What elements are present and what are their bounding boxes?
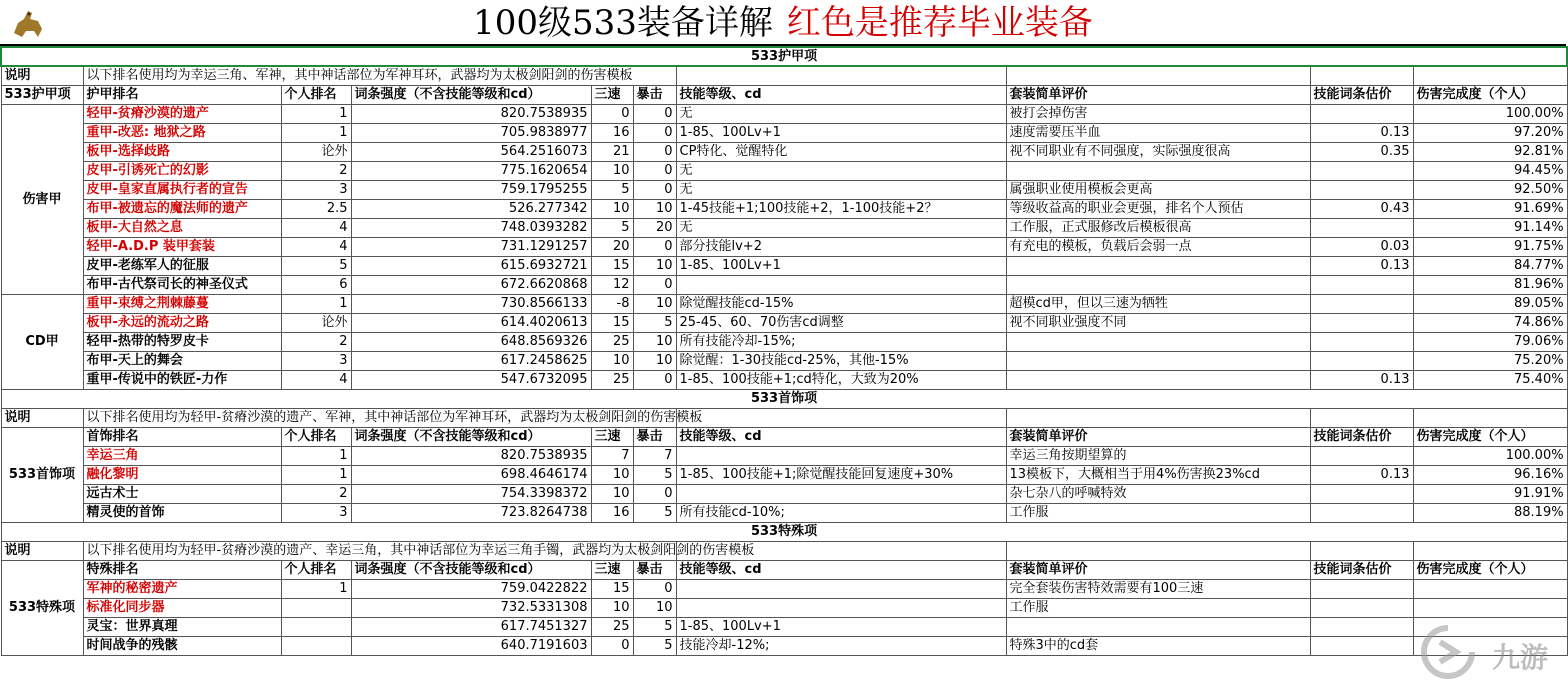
item-crit: 10 [633, 332, 676, 351]
table-row [1, 199, 1567, 218]
item-name: 标准化同步器 [83, 598, 281, 617]
item-eval [1006, 351, 1310, 370]
name-header: 护甲排名 [83, 85, 281, 104]
dmg-header: 伤害完成度（个人） [1413, 560, 1567, 579]
item-eval [1006, 256, 1310, 275]
item-speed: 15 [591, 579, 633, 598]
item-speed: 16 [591, 123, 633, 142]
item-strength: 614.4020613 [351, 313, 591, 332]
item-speed: 20 [591, 237, 633, 256]
item-rank: 2 [281, 161, 351, 180]
item-est: 0.13 [1310, 370, 1413, 389]
table-row [1, 465, 1567, 484]
item-strength: 820.7538935 [351, 104, 591, 123]
item-est [1310, 617, 1413, 636]
header-row [1, 427, 1567, 446]
item-name: 板甲-大自然之息 [83, 218, 281, 237]
item-strength: 723.8264738 [351, 503, 591, 522]
item-speed: 10 [591, 351, 633, 370]
item-dmg: 81.96% [1413, 275, 1567, 294]
item-name: 板甲-选择歧路 [83, 142, 281, 161]
item-strength: 759.0422822 [351, 579, 591, 598]
item-dmg: 91.14% [1413, 218, 1567, 237]
item-strength: 698.4646174 [351, 465, 591, 484]
table-row [1, 123, 1567, 142]
item-crit: 7 [633, 446, 676, 465]
item-rank: 3 [281, 503, 351, 522]
rank-header: 个人排名 [281, 560, 351, 579]
item-crit: 0 [633, 123, 676, 142]
crit-header: 暴击 [633, 427, 676, 446]
item-rank [281, 617, 351, 636]
item-skill: 无 [676, 104, 1006, 123]
item-name: 皮甲-老练军人的征服 [83, 256, 281, 275]
group-header: 533护甲项 [1, 85, 83, 104]
table-row [1, 351, 1567, 370]
item-eval: 被打会掉伤害 [1006, 104, 1310, 123]
item-eval [1006, 370, 1310, 389]
skill-header: 技能等级、cd [676, 85, 1006, 104]
item-dmg: 100.00% [1413, 104, 1567, 123]
item-rank: 2 [281, 332, 351, 351]
item-strength: 648.8569326 [351, 332, 591, 351]
note-label: 说明 [1, 541, 83, 560]
table-row [1, 617, 1567, 636]
header-row [1, 85, 1567, 104]
item-strength: 615.6932721 [351, 256, 591, 275]
item-name: 布甲-古代祭司长的神圣仪式 [83, 275, 281, 294]
speed-header: 三速 [591, 85, 633, 104]
item-name: 轻甲-A.D.P 装甲套装 [83, 237, 281, 256]
item-name: 皮甲-皇家直属执行者的宣告 [83, 180, 281, 199]
skill-header: 技能等级、cd [676, 427, 1006, 446]
item-speed: 10 [591, 161, 633, 180]
item-speed: 21 [591, 142, 633, 161]
item-strength: 640.7191603 [351, 636, 591, 655]
item-est: 0.13 [1310, 123, 1413, 142]
item-speed: -8 [591, 294, 633, 313]
item-crit: 0 [633, 161, 676, 180]
item-rank: 1 [281, 465, 351, 484]
item-speed: 15 [591, 313, 633, 332]
item-est [1310, 598, 1413, 617]
item-name: 远古术士 [83, 484, 281, 503]
item-strength: 731.1291257 [351, 237, 591, 256]
empty-cell [1413, 541, 1567, 560]
item-skill: 除觉醒技能cd-15% [676, 294, 1006, 313]
item-skill: 1-85、100Lv+1 [676, 123, 1006, 142]
table-row [1, 275, 1567, 294]
empty-cell [676, 66, 1006, 85]
item-strength: 526.277342 [351, 199, 591, 218]
item-skill [676, 446, 1006, 465]
item-skill: 无 [676, 218, 1006, 237]
note-text: 以下排名使用均为幸运三角、军神，其中神话部位为军神耳环，武器均为太极剑阳剑的伤害模板 [83, 66, 676, 85]
watermark [1408, 614, 1558, 684]
table-body [1, 47, 1567, 655]
item-est [1310, 351, 1413, 370]
item-dmg: 92.81% [1413, 142, 1567, 161]
item-rank: 2.5 [281, 199, 351, 218]
item-dmg: 75.20% [1413, 351, 1567, 370]
item-eval [1006, 275, 1310, 294]
item-crit: 5 [633, 465, 676, 484]
item-dmg: 74.86% [1413, 313, 1567, 332]
note-text: 以下排名使用均为轻甲-贫瘠沙漠的遗产、幸运三角，其中神话部位为幸运三角手镯，武器均为太极剑阳剑的伤害模板 [83, 541, 676, 560]
item-skill: 1-85、100Lv+1 [676, 256, 1006, 275]
item-est [1310, 332, 1413, 351]
item-dmg [1413, 579, 1567, 598]
item-crit: 5 [633, 313, 676, 332]
item-rank: 1 [281, 294, 351, 313]
item-crit: 0 [633, 104, 676, 123]
item-crit: 0 [633, 579, 676, 598]
item-est [1310, 218, 1413, 237]
item-speed: 12 [591, 275, 633, 294]
item-skill: 无 [676, 161, 1006, 180]
item-rank: 3 [281, 180, 351, 199]
est-header: 技能词条估价 [1310, 85, 1413, 104]
note-text: 以下排名使用均为轻甲-贫瘠沙漠的遗产、军神，其中神话部位为军神耳环，武器均为太极剑阳剑的伤害模板 [83, 408, 676, 427]
note-label: 说明 [1, 66, 83, 85]
item-est: 0.43 [1310, 199, 1413, 218]
item-speed: 10 [591, 465, 633, 484]
table-row [1, 332, 1567, 351]
section-title-row [1, 522, 1567, 541]
table-row [1, 142, 1567, 161]
item-speed: 0 [591, 636, 633, 655]
empty-cell [1006, 408, 1310, 427]
item-name: 融化黎明 [83, 465, 281, 484]
note-row [1, 66, 1567, 85]
item-rank: 4 [281, 218, 351, 237]
item-eval: 特殊3中的cd套 [1006, 636, 1310, 655]
est-header: 技能词条估价 [1310, 427, 1413, 446]
crit-header: 暴击 [633, 85, 676, 104]
item-dmg: 79.06% [1413, 332, 1567, 351]
name-header: 首饰排名 [83, 427, 281, 446]
item-crit: 10 [633, 351, 676, 370]
eval-header: 套装简单评价 [1006, 427, 1310, 446]
item-rank [281, 636, 351, 655]
item-name: 皮甲-引诱死亡的幻影 [83, 161, 281, 180]
item-speed: 25 [591, 617, 633, 636]
item-skill: 所有技能冷却-15%; [676, 332, 1006, 351]
title-bar [0, 0, 1566, 46]
item-eval: 杂七杂八的呼喊特效 [1006, 484, 1310, 503]
item-eval: 工作服 [1006, 503, 1310, 522]
table-row [1, 484, 1567, 503]
item-dmg: 75.40% [1413, 370, 1567, 389]
item-eval: 属强职业使用模板会更高 [1006, 180, 1310, 199]
title-highlight: 红色是推荐毕业装备 [786, 3, 1093, 43]
rank-header: 个人排名 [281, 85, 351, 104]
item-est [1310, 579, 1413, 598]
empty-cell [1310, 408, 1413, 427]
item-rank: 1 [281, 104, 351, 123]
table-row [1, 503, 1567, 522]
item-name: 军神的秘密遗产 [83, 579, 281, 598]
item-rank: 3 [281, 351, 351, 370]
rank-header: 个人排名 [281, 427, 351, 446]
strength-header: 词条强度（不含技能等级和cd） [351, 560, 591, 579]
item-crit: 10 [633, 294, 676, 313]
item-strength: 820.7538935 [351, 446, 591, 465]
item-eval: 13模板下，大概相当于用4%伤害换23%cd [1006, 465, 1310, 484]
table-row [1, 256, 1567, 275]
item-rank: 论外 [281, 142, 351, 161]
section-title-row [1, 389, 1567, 408]
item-est [1310, 161, 1413, 180]
item-skill [676, 484, 1006, 503]
item-rank: 2 [281, 484, 351, 503]
item-rank: 5 [281, 256, 351, 275]
item-speed: 25 [591, 332, 633, 351]
item-skill: 1-85、100Lv+1 [676, 617, 1006, 636]
item-crit: 0 [633, 180, 676, 199]
section-title-row [1, 47, 1567, 66]
item-strength: 732.5331308 [351, 598, 591, 617]
item-crit: 0 [633, 370, 676, 389]
speed-header: 三速 [591, 560, 633, 579]
item-eval: 超模cd甲，但以三速为牺牲 [1006, 294, 1310, 313]
section-title: 533首饰项 [1, 389, 1567, 408]
item-skill: 部分技能lv+2 [676, 237, 1006, 256]
item-crit: 10 [633, 256, 676, 275]
table-row [1, 161, 1567, 180]
item-dmg: 92.50% [1413, 180, 1567, 199]
item-name: 重甲-传说中的铁匠-力作 [83, 370, 281, 389]
note-label: 说明 [1, 408, 83, 427]
item-est: 0.03 [1310, 237, 1413, 256]
title-main: 100级533装备详解 [473, 3, 773, 43]
item-name: 幸运三角 [83, 446, 281, 465]
watermark-logo-icon [1418, 622, 1478, 682]
dmg-header: 伤害完成度（个人） [1413, 85, 1567, 104]
item-skill: 1-45技能+1;100技能+2，1-100技能+2？ [676, 199, 1006, 218]
item-eval: 工作服 [1006, 598, 1310, 617]
item-strength: 775.1620654 [351, 161, 591, 180]
speed-header: 三速 [591, 427, 633, 446]
item-dmg: 89.05% [1413, 294, 1567, 313]
item-strength: 672.6620868 [351, 275, 591, 294]
item-crit: 0 [633, 237, 676, 256]
item-crit: 0 [633, 275, 676, 294]
item-skill [676, 579, 1006, 598]
item-name: 布甲-天上的舞会 [83, 351, 281, 370]
item-rank: 4 [281, 370, 351, 389]
header-row [1, 560, 1567, 579]
item-dmg: 100.00% [1413, 446, 1567, 465]
item-eval [1006, 332, 1310, 351]
item-skill: 所有技能cd-10%; [676, 503, 1006, 522]
item-speed: 10 [591, 598, 633, 617]
skill-header: 技能等级、cd [676, 560, 1006, 579]
item-name: 重甲-改恶: 地狱之路 [83, 123, 281, 142]
group-damage: 伤害甲 [1, 104, 83, 294]
item-eval: 速度需要压半血 [1006, 123, 1310, 142]
table-row [1, 636, 1567, 655]
item-est [1310, 313, 1413, 332]
item-strength: 748.0393282 [351, 218, 591, 237]
empty-cell [1310, 66, 1413, 85]
item-est [1310, 636, 1413, 655]
item-strength: 730.8566133 [351, 294, 591, 313]
item-dmg: 97.20% [1413, 123, 1567, 142]
item-est: 0.13 [1310, 256, 1413, 275]
item-eval: 视不同职业有不同强度，实际强度很高 [1006, 142, 1310, 161]
item-speed: 5 [591, 218, 633, 237]
table-row [1, 180, 1567, 199]
eval-header: 套装简单评价 [1006, 560, 1310, 579]
table-row [1, 313, 1567, 332]
empty-cell [1310, 541, 1413, 560]
item-strength: 547.6732095 [351, 370, 591, 389]
item-dmg: 84.77% [1413, 256, 1567, 275]
item-eval [1006, 617, 1310, 636]
empty-cell [676, 408, 1006, 427]
item-eval: 视不同职业强度不同 [1006, 313, 1310, 332]
group-special: 533特殊项 [1, 560, 83, 655]
item-crit: 10 [633, 598, 676, 617]
item-speed: 10 [591, 484, 633, 503]
table-row [1, 446, 1567, 465]
table-row [1, 218, 1567, 237]
item-est: 0.35 [1310, 142, 1413, 161]
item-crit: 5 [633, 636, 676, 655]
item-skill [676, 598, 1006, 617]
item-eval: 幸运三角按期望算的 [1006, 446, 1310, 465]
empty-cell [1413, 408, 1567, 427]
item-strength: 564.2516073 [351, 142, 591, 161]
item-speed: 15 [591, 256, 633, 275]
item-strength: 705.9838977 [351, 123, 591, 142]
name-header: 特殊排名 [83, 560, 281, 579]
table-row [1, 579, 1567, 598]
item-est [1310, 446, 1413, 465]
note-row [1, 408, 1567, 427]
item-skill: 1-85、100技能+1;cd特化，大致为20% [676, 370, 1006, 389]
item-skill: CP特化、觉醒特化 [676, 142, 1006, 161]
table-row [1, 370, 1567, 389]
item-rank [281, 598, 351, 617]
empty-cell [1006, 66, 1310, 85]
strength-header: 词条强度（不含技能等级和cd） [351, 85, 591, 104]
table-row [1, 598, 1567, 617]
item-dmg: 96.16% [1413, 465, 1567, 484]
item-crit: 10 [633, 199, 676, 218]
eval-header: 套装简单评价 [1006, 85, 1310, 104]
item-eval: 有充电的模板，负载后会弱一点 [1006, 237, 1310, 256]
page-title [0, 2, 1566, 44]
item-speed: 5 [591, 180, 633, 199]
item-speed: 25 [591, 370, 633, 389]
item-dmg: 94.45% [1413, 161, 1567, 180]
item-dmg: 88.19% [1413, 503, 1567, 522]
item-est [1310, 484, 1413, 503]
item-crit: 0 [633, 484, 676, 503]
item-rank: 1 [281, 446, 351, 465]
item-eval: 完全套装伤害特效需要有100三速 [1006, 579, 1310, 598]
item-eval: 工作服，正式服修改后模板很高 [1006, 218, 1310, 237]
group-cd: CD甲 [1, 294, 83, 389]
item-speed: 7 [591, 446, 633, 465]
item-est [1310, 294, 1413, 313]
item-strength: 759.1795255 [351, 180, 591, 199]
equipment-table [0, 46, 1568, 656]
item-speed: 10 [591, 199, 633, 218]
table-row [1, 104, 1567, 123]
item-speed: 0 [591, 104, 633, 123]
item-strength: 754.3398372 [351, 484, 591, 503]
item-name: 布甲-被遗忘的魔法师的遗产 [83, 199, 281, 218]
item-skill: 技能冷却-12%; [676, 636, 1006, 655]
item-rank: 论外 [281, 313, 351, 332]
crit-header: 暴击 [633, 560, 676, 579]
section-title: 533特殊项 [1, 522, 1567, 541]
item-crit: 5 [633, 503, 676, 522]
item-name: 精灵使的首饰 [83, 503, 281, 522]
watermark-text: 九游 [1491, 641, 1548, 674]
empty-cell [1006, 541, 1310, 560]
item-skill: 无 [676, 180, 1006, 199]
item-rank: 6 [281, 275, 351, 294]
item-rank: 4 [281, 237, 351, 256]
item-name: 灵宝：世界真理 [83, 617, 281, 636]
dmg-header: 伤害完成度（个人） [1413, 427, 1567, 446]
section-title: 533护甲项 [1, 47, 1567, 66]
item-est [1310, 180, 1413, 199]
table-row [1, 294, 1567, 313]
item-dmg: 91.69% [1413, 199, 1567, 218]
item-dmg: 91.75% [1413, 237, 1567, 256]
est-header: 技能词条估价 [1310, 560, 1413, 579]
item-skill: 1-85、100技能+1;除觉醒技能回复速度+30% [676, 465, 1006, 484]
item-est [1310, 503, 1413, 522]
item-skill [676, 275, 1006, 294]
item-name: 轻甲-贫瘠沙漠的遗产 [83, 104, 281, 123]
item-strength: 617.2458625 [351, 351, 591, 370]
item-crit: 5 [633, 617, 676, 636]
item-eval: 等级收益高的职业会更强，排名个人预估 [1006, 199, 1310, 218]
item-est [1310, 104, 1413, 123]
item-speed: 16 [591, 503, 633, 522]
empty-cell [1413, 66, 1567, 85]
item-skill: 除觉醒：1-30技能cd-25%，其他-15% [676, 351, 1006, 370]
item-skill: 25-45、60、70伤害cd调整 [676, 313, 1006, 332]
group-accessory: 533首饰项 [1, 427, 83, 522]
item-name: 轻甲-热带的特罗皮卡 [83, 332, 281, 351]
item-rank: 1 [281, 123, 351, 142]
item-rank: 1 [281, 579, 351, 598]
item-dmg: 91.91% [1413, 484, 1567, 503]
item-name: 重甲-束缚之荆棘藤蔓 [83, 294, 281, 313]
item-name: 时间战争的残骸 [83, 636, 281, 655]
strength-header: 词条强度（不含技能等级和cd） [351, 427, 591, 446]
item-name: 板甲-永远的流动之路 [83, 313, 281, 332]
item-est [1310, 275, 1413, 294]
item-strength: 617.7451327 [351, 617, 591, 636]
item-crit: 20 [633, 218, 676, 237]
table-row [1, 237, 1567, 256]
item-est: 0.13 [1310, 465, 1413, 484]
note-row [1, 541, 1567, 560]
item-eval [1006, 161, 1310, 180]
item-crit: 0 [633, 142, 676, 161]
